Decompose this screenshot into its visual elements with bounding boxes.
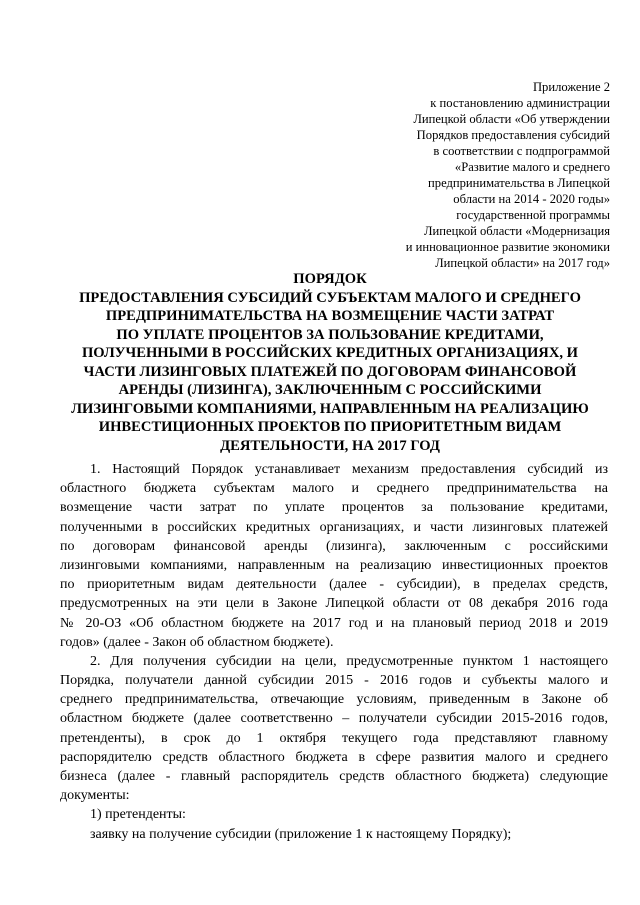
title-line: ЧАСТИ ЛИЗИНГОВЫХ ПЛАТЕЖЕЙ ПО ДОГОВОРАМ ФИНАНСОВОЙ: [83, 363, 577, 380]
appendix-line: предпринимательства в Липецкой: [428, 176, 610, 190]
body-line: претенденты), в срок до 1 октября текущего года представляют главному: [60, 730, 608, 746]
appendix-line: Приложение 2: [532, 80, 610, 94]
appendix-line: Порядков предоставления субсидий: [416, 128, 610, 142]
body-line: по договорам финансовой аренды (лизинга), заключенным с российскими: [60, 538, 608, 554]
appendix-line: и инновационное развитие экономики: [405, 240, 610, 254]
appendix-line: «Развитие малого и среднего: [454, 160, 610, 174]
appendix-line: государственной программы: [456, 208, 610, 222]
body-line: 1. Настоящий Порядок устанавливает механизм предоставления субсидий из: [90, 462, 608, 477]
title-line: ПРЕДОСТАВЛЕНИЯ СУБСИДИЙ СУБЪЕКТАМ МАЛОГО И СРЕДНЕГО: [79, 289, 581, 306]
title-line: АРЕНДЫ (ЛИЗИНГА), ЗАКЛЮЧЕННЫМ С РОССИЙСКИМИ: [118, 382, 542, 398]
appendix-line: к постановлению администрации: [430, 96, 610, 110]
title-line: ПОЛУЧЕННЫМИ В РОССИЙСКИХ КРЕДИТНЫХ ОРГАНИЗАЦИЯХ, И: [81, 345, 579, 361]
body-line: 2. Для получения субсидии на цели, предусмотренные пунктом 1 настоящего: [90, 653, 608, 669]
appendix-line: Липецкой области» на 2017 год»: [435, 256, 610, 270]
appendix-header: [310, 79, 610, 271]
body-line: бизнеса (далее - главный распорядитель средств областного бюджета) следующие: [60, 769, 608, 784]
body-line: 1) претенденты:: [90, 807, 186, 823]
title-line: ДЕЯТЕЛЬНОСТИ, НА 2017 ГОД: [220, 437, 440, 454]
document-body: [60, 460, 608, 844]
body-line: среднего предпринимательства, отвечающие условиям, приведенным в Законе об: [60, 692, 608, 708]
body-line: возмещение части затрат по уплате процентов за пользование кредитами,: [60, 500, 608, 516]
body-line: лизинговыми компаниями, направленным на реализацию инвестиционных проектов: [60, 557, 608, 573]
title-line: ЛИЗИНГОВЫМИ КОМПАНИЯМИ, НАПРАВЛЕННЫМ НА РЕАЛИЗАЦИЮ: [71, 400, 589, 417]
body-line: Порядка, получатели данной субсидии 2015 - 2016 годов и субъекты малого и: [60, 673, 608, 689]
body-line: годов» (далее - Закон об областном бюджете).: [60, 634, 334, 650]
body-line: документы:: [60, 788, 130, 804]
title-line: ПРЕДПРИНИМАТЕЛЬСТВА НА ВОЗМЕЩЕНИЕ ЧАСТИ ЗАТРАТ: [105, 308, 555, 324]
title-line: ПО УПЛАТЕ ПРОЦЕНТОВ ЗА ПОЛЬЗОВАНИЕ КРЕДИТАМИ,: [116, 326, 544, 343]
title-line: ИНВЕСТИЦИОННЫХ ПРОЕКТОВ ПО ПРИОРИТЕТНЫМ ВИДАМ: [98, 419, 562, 435]
body-line: по приоритетным видам деятельности (далее - субсидии), в пределах средств,: [60, 577, 608, 593]
body-line: заявку на получение субсидии (приложение 1 к настоящему Порядку);: [90, 826, 512, 842]
appendix-line: области на 2014 - 2020 годы»: [453, 192, 610, 206]
body-line: областного бюджета субъектам малого и среднего предпринимательства на: [60, 481, 608, 497]
appendix-line: в соответствии с подпрограммой: [433, 144, 610, 158]
body-line: распорядителю средств областного бюджета в сфере развития малого и среднего: [60, 749, 608, 765]
appendix-line: Липецкой области «Об утверждении: [413, 112, 610, 126]
body-line: № 20-ОЗ «Об областном бюджете на 2017 год и на плановый период 2018 и 2019: [60, 615, 608, 631]
body-line: полученными в российских кредитных организациях, и части лизинговых платежей: [60, 519, 608, 535]
appendix-line: Липецкой области «Модернизация: [424, 224, 610, 238]
title-line: ПОРЯДОК: [293, 271, 367, 287]
document-title: [60, 270, 600, 455]
body-line: областном бюджете (далее соответственно – получатели субсидии 2015-2016 годов,: [60, 711, 608, 727]
body-line: предусмотренных на эти цели в Законе Липецкой области от 08 декабря 2016 года: [60, 596, 608, 612]
